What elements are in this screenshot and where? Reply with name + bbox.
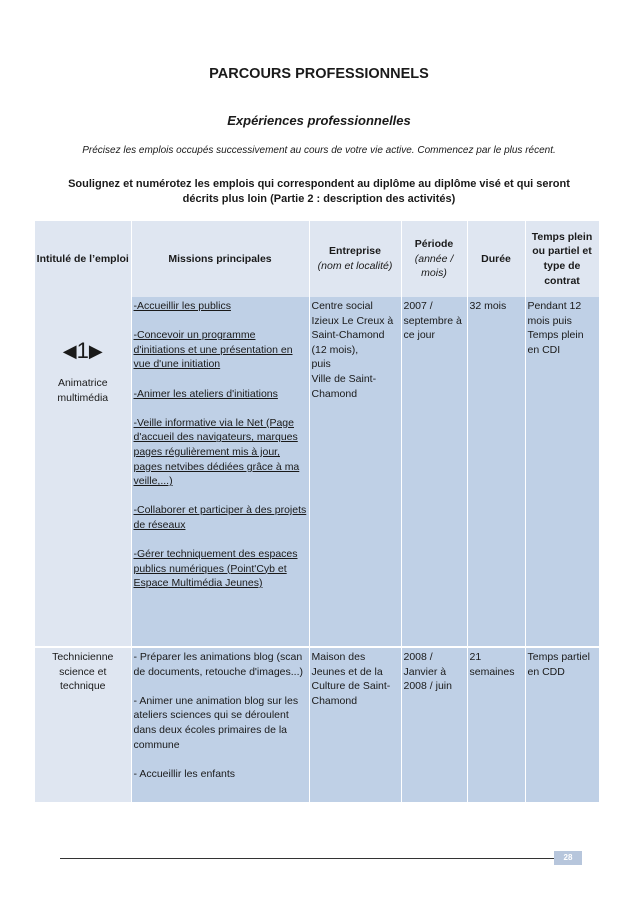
table-row bbox=[35, 297, 599, 647]
page-title: PARCOURS PROFESSIONNELS bbox=[209, 66, 429, 82]
table-header-row bbox=[35, 221, 599, 297]
job-number: 1 bbox=[76, 338, 89, 364]
header-periode-sub: (année / mois) bbox=[414, 252, 454, 280]
header-entreprise-label: Entreprise bbox=[329, 245, 381, 258]
cell-periode: 2007 / septembre à ce jour bbox=[401, 297, 467, 647]
mission-item: -Concevoir un programme d'initiations et une présentation en vue d'une initiation bbox=[133, 329, 293, 371]
header-periode bbox=[401, 221, 467, 297]
cell-missions bbox=[131, 647, 309, 802]
cell-intitule bbox=[35, 297, 131, 647]
header-missions: Missions principales bbox=[131, 221, 309, 297]
arrow-left-icon: ◀ bbox=[62, 341, 77, 362]
page-number: 28 bbox=[554, 851, 582, 865]
instruction-text: Soulignez et numérotez les emplois qui correspondent au diplôme au diplôme visé et qui seront décrits plus loin (Partie 2 : description des activités) bbox=[68, 178, 570, 205]
cell-contrat: Temps partiel en CDD bbox=[525, 647, 599, 802]
header-intitule: Intitulé de l’emploi bbox=[35, 221, 131, 297]
cell-entreprise bbox=[309, 297, 401, 647]
cell-contrat: Pendant 12 mois puis Temps plein en CDI bbox=[525, 297, 599, 647]
cell-intitule: Technicienne science et technique bbox=[35, 647, 131, 802]
entreprise-line: puis bbox=[311, 358, 331, 371]
mission-item: -Animer les ateliers d'initiations bbox=[133, 387, 278, 400]
cell-duree: 32 mois bbox=[467, 297, 525, 647]
header-entreprise-sub: (nom et localité) bbox=[317, 260, 393, 272]
experience-table bbox=[35, 221, 600, 802]
section-subtitle: Expériences professionnelles bbox=[227, 113, 411, 128]
mission-item: -Gérer techniquement des espaces publics numériques (Point'Cyb et Espace Multimédia Jeunes) bbox=[133, 548, 298, 590]
mission-item: - Animer une animation blog sur les ateliers sciences qui se déroulent dans deux écoles primaires de la commune bbox=[133, 694, 299, 751]
footer-divider bbox=[60, 858, 554, 859]
entreprise-line: Ville de Saint-Chamond bbox=[311, 372, 377, 400]
cell-periode: 2008 / Janvier à 2008 / juin bbox=[401, 647, 467, 802]
header-entreprise bbox=[309, 221, 401, 297]
header-contrat: Temps plein ou partiel et type de contrat bbox=[525, 221, 599, 297]
job-number-marker bbox=[37, 337, 129, 364]
mission-item: - Préparer les animations blog (scan de documents, retouche d'images...) bbox=[133, 651, 304, 678]
mission-item: -Veille informative via le Net (Page d'accueil des navigateurs, marques pages régulièrement mis à jour, pages netvibes dédiées grâce à ma veille,...) bbox=[133, 416, 300, 488]
cell-missions bbox=[131, 297, 309, 647]
cell-duree: 21 semaines bbox=[467, 647, 525, 802]
entreprise-line: Centre social Izieux Le Creux à Saint-Chamond (12 mois), bbox=[311, 300, 394, 356]
intro-text: Précisez les emplois occupés successivement au cours de votre vie active. Commencez par le plus récent. bbox=[82, 145, 556, 156]
mission-item: - Accueillir les enfants bbox=[133, 767, 236, 780]
table-row bbox=[35, 647, 599, 802]
job-title: Animatrice multimédia bbox=[57, 377, 109, 404]
cell-entreprise: Maison des Jeunes et de la Culture de Saint-Chamond bbox=[309, 647, 401, 802]
mission-item: -Accueillir les publics bbox=[133, 300, 231, 312]
header-duree: Durée bbox=[467, 221, 525, 297]
mission-item: -Collaborer et participer à des projets de réseaux bbox=[133, 504, 307, 531]
header-periode-label: Période bbox=[414, 238, 454, 251]
arrow-right-icon: ▶ bbox=[88, 341, 103, 362]
